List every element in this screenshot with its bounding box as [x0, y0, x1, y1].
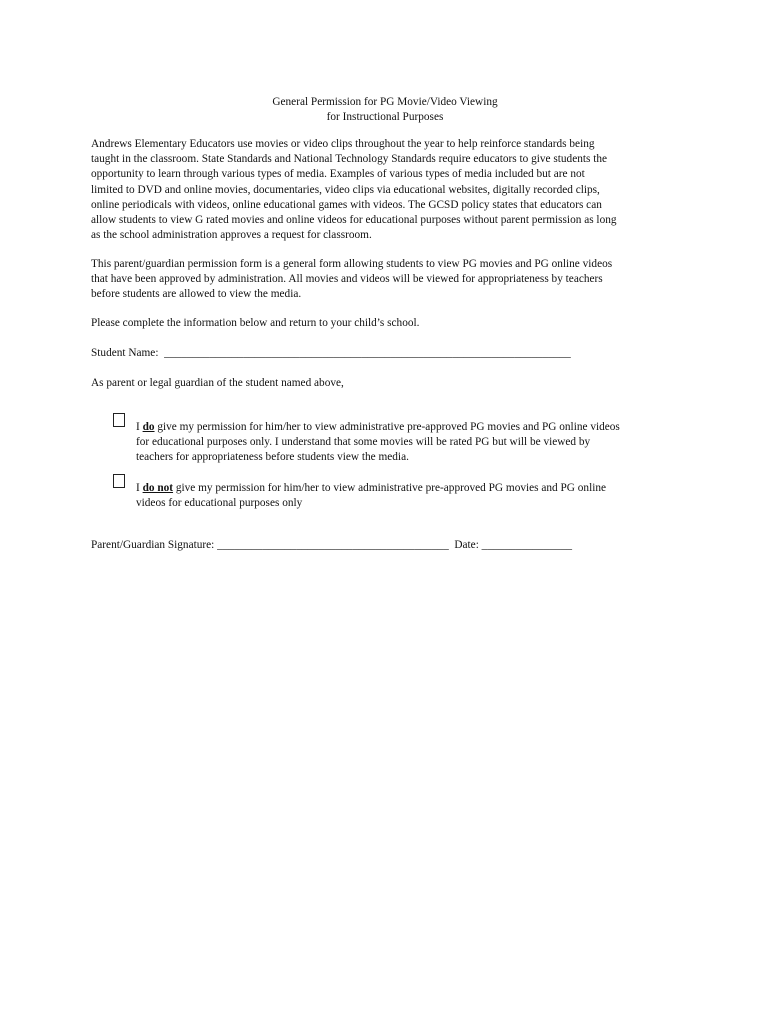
intro-line: opportunity to learn through various types of media. Examples of various types of media included but are not — [91, 168, 585, 181]
date-label: Date: — [454, 539, 479, 551]
document-title — [0, 95, 770, 125]
permission-granted-text — [136, 420, 620, 466]
option-line: videos for educational purposes only — [136, 497, 303, 510]
permission-granted-checkbox[interactable] — [113, 413, 125, 427]
intro-paragraph — [91, 137, 691, 243]
signature-row — [91, 538, 691, 553]
form-description-line: before students are allowed to view the media. — [91, 288, 302, 301]
form-description-line: that have been approved by administration. All movies and videos will be viewed for appropriateness by teachers — [91, 273, 603, 286]
intro-line: allow students to view G rated movies and online videos for educational purposes without parent permission as long — [91, 213, 617, 226]
intro-line: taught in the classroom. State Standards and National Technology Standards require educators to give students the — [91, 153, 608, 166]
intro-line: limited to DVD and online movies, documentaries, video clips via educational websites, digitally recorded clips, — [91, 183, 600, 196]
signature-input-line[interactable]: _________________________________________ — [217, 539, 449, 551]
intro-line: as the school administration approves a request for classroom. — [91, 229, 372, 242]
signature-label: Parent/Guardian Signature: — [91, 539, 215, 551]
student-name-input-line[interactable]: ________________________________________________________________________ — [164, 347, 571, 359]
form-description-paragraph — [91, 257, 691, 303]
option-line1-rest: give my permission for him/her to view administrative pre-approved PG movies and PG online — [173, 482, 607, 494]
option-line1-rest: give my permission for him/her to view administrative pre-approved PG movies and PG online videos — [154, 421, 620, 433]
student-name-row — [91, 346, 691, 361]
student-name-label: Student Name: — [91, 347, 159, 359]
permission-denied-text — [136, 481, 606, 511]
option-prefix: I — [136, 421, 143, 433]
student-name-field[interactable] — [91, 346, 691, 361]
intro-line: Andrews Elementary Educators use movies or video clips throughout the year to help reinforce standards being — [91, 138, 595, 150]
option-line: teachers for appropriateness before students view the media. — [136, 451, 409, 464]
option-line: for educational purposes only. I understand that some movies will be rated PG but will be viewed by — [136, 436, 591, 449]
permission-denied-checkbox[interactable] — [113, 474, 125, 488]
title-line-1: General Permission for PG Movie/Video Viewing — [272, 96, 498, 108]
date-input-line[interactable]: ________________ — [481, 539, 573, 551]
guardian-statement-line: As parent or legal guardian of the student named above, — [91, 377, 344, 389]
form-description-line: This parent/guardian permission form is a general form allowing students to view PG movies and PG online videos — [91, 258, 613, 270]
option-prefix: I — [136, 482, 143, 494]
option-emphasis-do-not: do not — [142, 482, 174, 494]
guardian-statement — [91, 376, 691, 391]
title-line-2: for Instructional Purposes — [326, 111, 444, 124]
option-emphasis-do: do — [142, 421, 155, 433]
instructions-text — [91, 316, 691, 331]
instructions-line: Please complete the information below and return to your child’s school. — [91, 317, 420, 329]
intro-line: online periodicals with videos, online educational games with videos. The GCSD policy states that educators can — [91, 198, 602, 211]
